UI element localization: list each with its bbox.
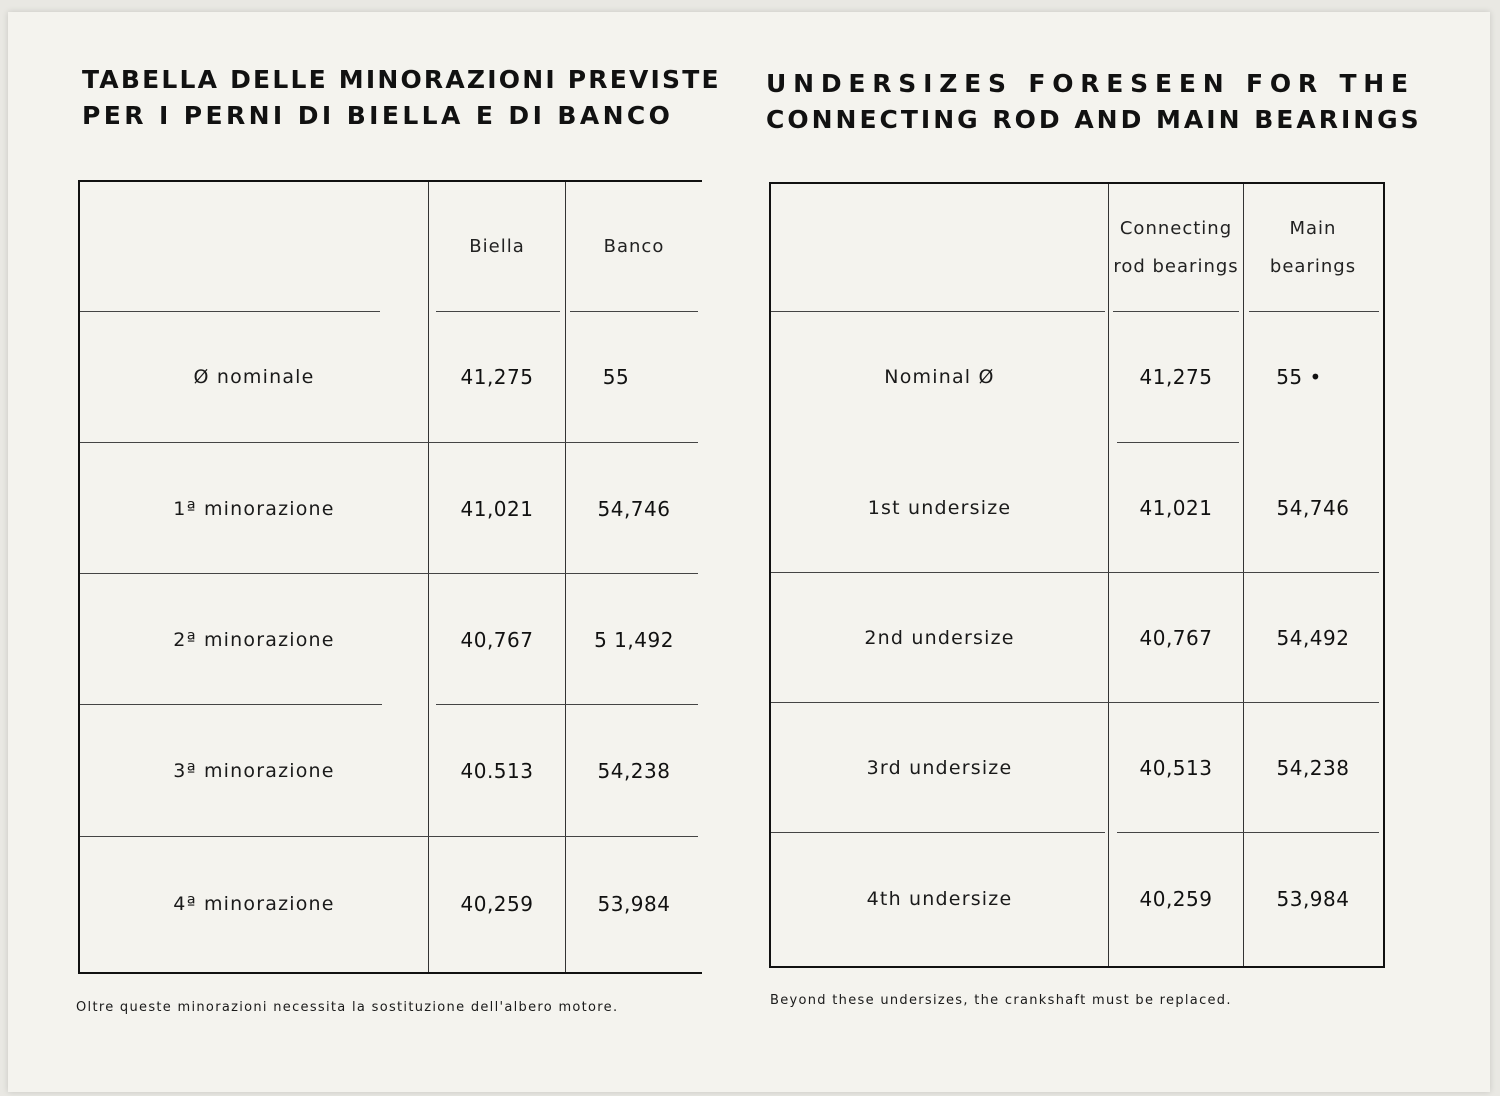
main-value: 54,238 <box>597 759 671 783</box>
rod-value: 40.513 <box>460 759 534 783</box>
table-row <box>771 573 1383 703</box>
header-line: bearings <box>1269 256 1357 277</box>
italian-title <box>82 62 721 134</box>
table-row <box>80 312 702 442</box>
main-value: 53,984 <box>597 891 671 916</box>
italian-title-line1: TABELLA DELLE MINORAZIONI PREVISTE <box>82 65 721 94</box>
table-row <box>771 703 1383 833</box>
main-value: 5 1,492 <box>594 627 674 652</box>
rod-value: 40,259 <box>1139 886 1213 911</box>
row-label: 1ª minorazione <box>173 497 335 520</box>
english-undersize-table <box>769 182 1385 968</box>
rod-value: 40,513 <box>1139 756 1213 780</box>
table-row <box>80 574 702 705</box>
header-banco: Banco <box>603 236 665 257</box>
header-main-bearings <box>1244 184 1382 312</box>
rod-value: 40,767 <box>460 627 534 652</box>
table-row <box>771 443 1383 573</box>
table-row <box>80 443 702 574</box>
rod-value: 41,021 <box>460 496 534 521</box>
table-row <box>771 833 1383 964</box>
header-line: Connecting <box>1119 218 1233 239</box>
row-label: Ø nominale <box>193 366 315 388</box>
row-label: 2nd undersize <box>864 627 1015 649</box>
main-value: 54,492 <box>1276 626 1350 650</box>
row-label: 3ª minorazione <box>173 760 335 782</box>
italian-title-line2: PER I PERNI DI BIELLA E DI BANCO <box>82 101 674 130</box>
english-title <box>766 66 1422 138</box>
rod-value: 41,275 <box>460 365 534 389</box>
english-title-line2: CONNECTING ROD AND MAIN BEARINGS <box>766 105 1422 134</box>
table-row <box>80 837 702 970</box>
table-row <box>80 705 702 837</box>
english-footnote: Beyond these undersizes, the crankshaft must be replaced. <box>770 993 1232 1008</box>
table-header-row <box>771 184 1383 312</box>
main-value: 53,984 <box>1276 886 1350 911</box>
header-line: rod bearings <box>1113 256 1239 277</box>
row-label: 1st undersize <box>867 497 1012 519</box>
rod-value: 41,021 <box>1139 496 1213 520</box>
table-row <box>771 312 1383 442</box>
row-label: Nominal Ø <box>884 366 995 388</box>
main-value: 55 <box>602 365 630 389</box>
italian-footnote: Oltre queste minorazioni necessita la sostituzione dell'albero motore. <box>76 1000 619 1015</box>
table-header-row <box>80 182 702 312</box>
italian-undersize-table <box>78 180 702 974</box>
rod-value: 40,767 <box>1139 626 1213 650</box>
row-label: 3rd undersize <box>866 757 1013 779</box>
header-biella: Biella <box>469 236 525 257</box>
main-value: 55 • <box>1276 365 1322 389</box>
english-title-line1: UNDERSIZES FORESEEN FOR THE <box>766 69 1415 98</box>
rod-value: 41,275 <box>1139 365 1213 389</box>
main-value: 54,746 <box>597 496 671 521</box>
main-value: 54,238 <box>1276 756 1350 780</box>
header-connecting-rod-bearings <box>1109 184 1243 312</box>
header-line: Main <box>1289 218 1337 239</box>
row-label: 4ª minorazione <box>173 892 335 915</box>
row-label: 4th undersize <box>866 887 1013 910</box>
row-label: 2ª minorazione <box>173 628 335 651</box>
rod-value: 40,259 <box>460 891 534 916</box>
main-value: 54,746 <box>1276 496 1350 520</box>
